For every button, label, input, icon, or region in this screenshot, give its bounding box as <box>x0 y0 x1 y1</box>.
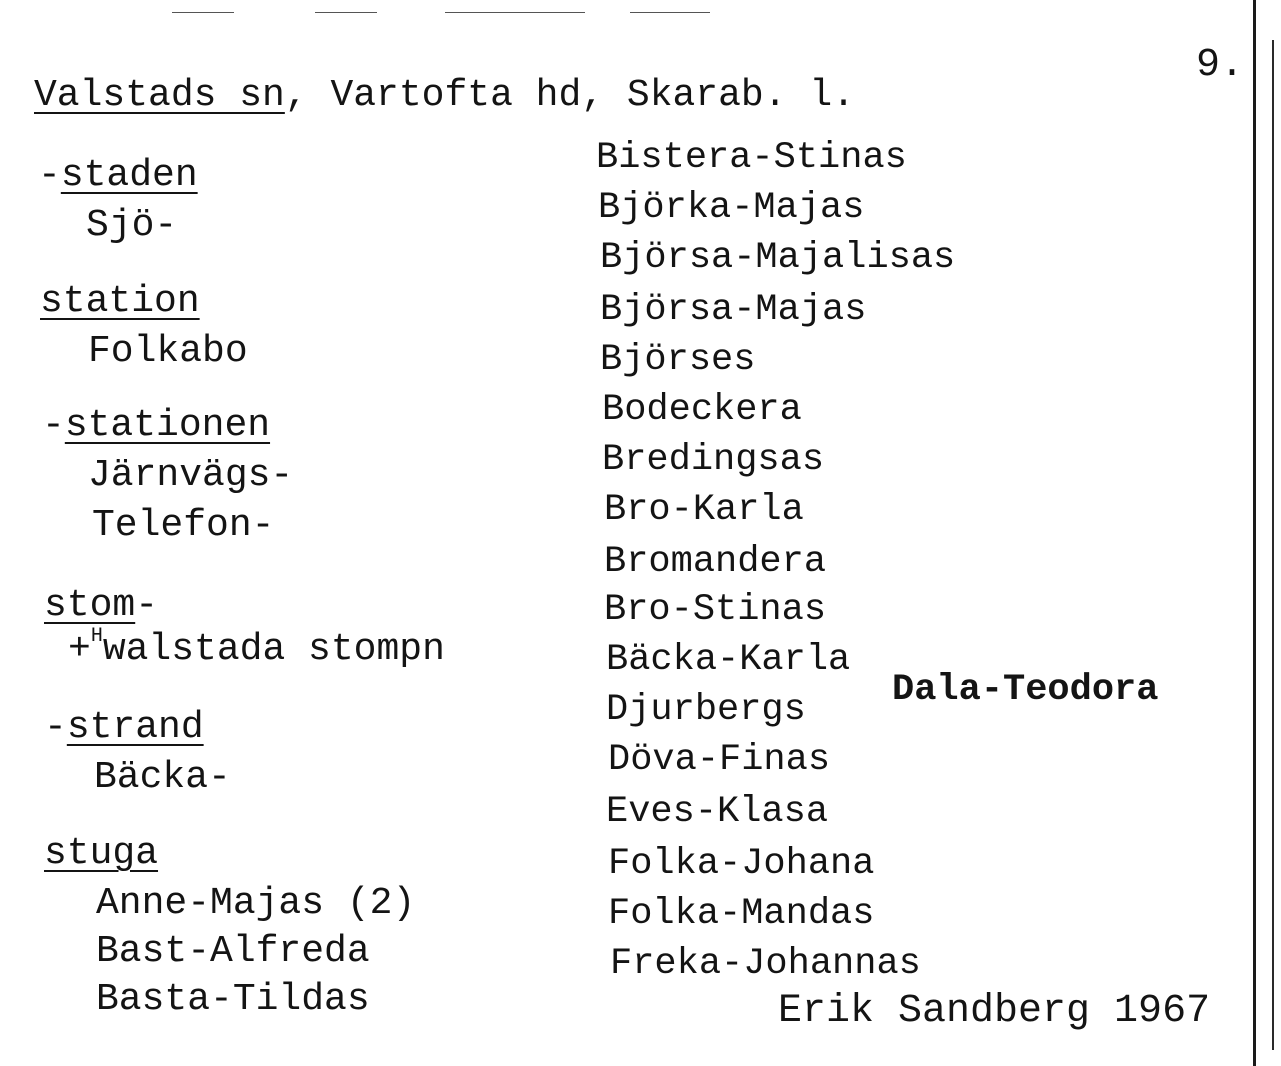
entry: Folkabo <box>88 330 248 373</box>
entry: Basta-Tildas <box>96 978 370 1021</box>
suffix-heading: stuga <box>44 832 159 875</box>
right-column-entry: Bodeckera <box>602 389 802 431</box>
suffix-heading: station <box>40 280 200 323</box>
top-mark <box>630 12 710 13</box>
suffix-heading: -strand <box>44 706 204 749</box>
right-column-entry: Eves-Klasa <box>606 791 829 833</box>
card-heading <box>34 74 855 118</box>
entry: Järnvägs- <box>88 454 294 497</box>
side-entry: Dala-Teodora <box>892 669 1159 711</box>
entry: Telefon- <box>92 504 275 547</box>
suffix-heading: -staden <box>38 154 198 197</box>
right-column-entry: Bromandera <box>604 541 827 583</box>
top-mark <box>445 12 585 13</box>
right-column-entry: Björka-Majas <box>598 187 865 229</box>
entry: Sjö- <box>86 204 178 247</box>
right-column-entry: Bäcka-Karla <box>606 639 851 681</box>
right-column-entry: Bro-Stinas <box>604 589 827 631</box>
right-column-entry: Björsa-Majalisas <box>600 237 956 279</box>
entry: Bast-Alfreda <box>96 930 370 973</box>
top-mark <box>172 12 234 13</box>
right-column-entry: Döva-Finas <box>608 739 831 781</box>
right-column-entry: Bredingsas <box>602 439 825 481</box>
suffix-heading: stom- <box>44 584 159 627</box>
heading-location: , Vartofta hd, Skarab. l. <box>284 74 855 117</box>
suffix-heading: -stationen <box>42 404 271 447</box>
signature: Erik Sandberg 1967 <box>778 989 1211 1034</box>
card-right-edge <box>1253 0 1256 1066</box>
right-column-entry: Björsa-Majas <box>600 289 867 331</box>
right-column-entry: Bistera-Stinas <box>596 137 907 179</box>
right-column-entry: Bro-Karla <box>604 489 804 531</box>
card-border-line <box>1272 40 1274 1050</box>
right-column-entry: Björses <box>600 339 756 381</box>
right-column-entry: Folka-Johana <box>608 843 875 885</box>
right-column-entry: Freka-Johannas <box>610 943 921 985</box>
top-mark <box>315 12 377 13</box>
card-number: 9. <box>1196 43 1245 88</box>
entry: Anne-Majas (2) <box>96 882 416 925</box>
entry: Bäcka- <box>94 756 231 799</box>
right-column-entry: Djurbergs <box>606 689 806 731</box>
right-column-entry: Folka-Mandas <box>608 893 875 935</box>
parish-name: Valstads sn <box>34 74 285 117</box>
entry: +$^H$walstada stompn <box>68 625 445 671</box>
